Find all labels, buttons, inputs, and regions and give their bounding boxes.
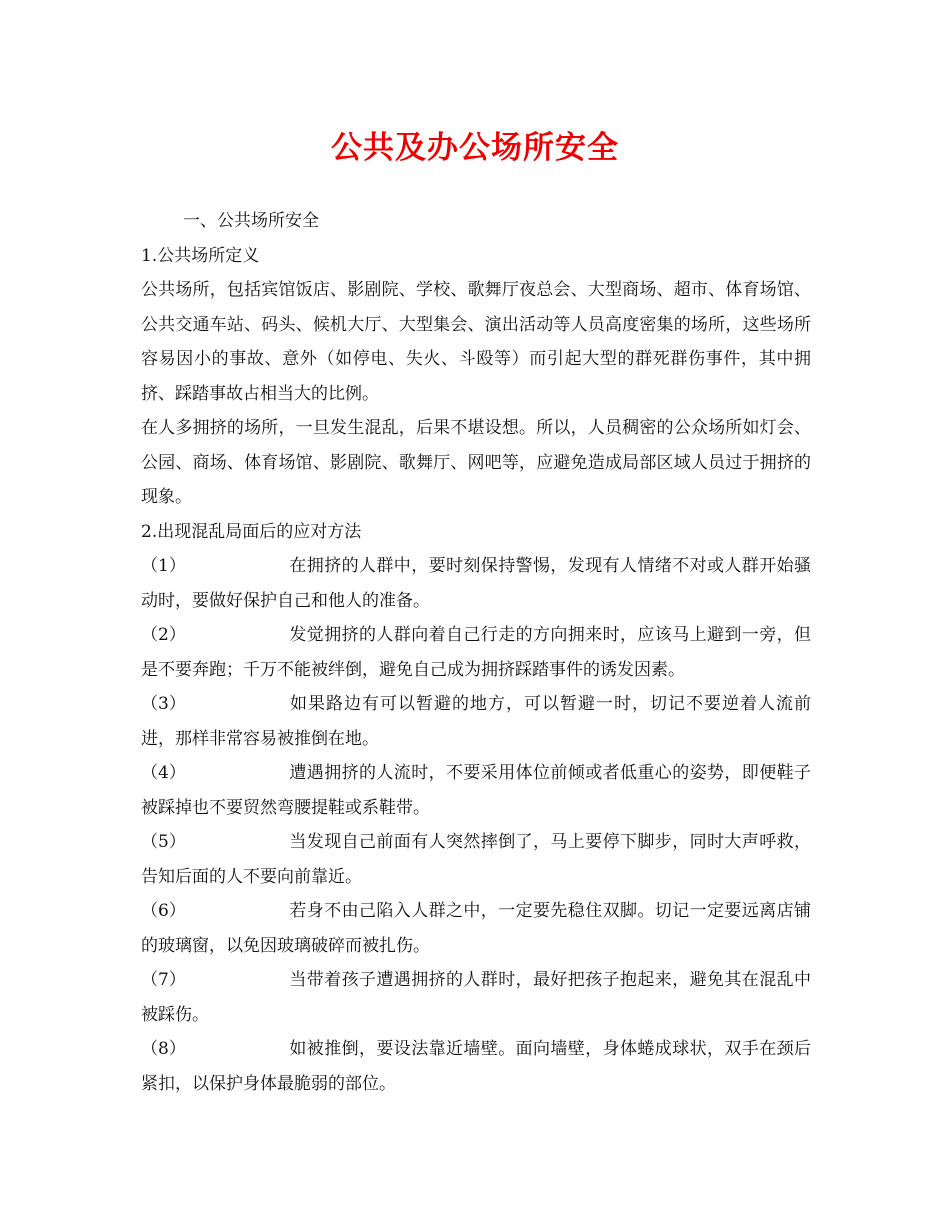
document-body: [141, 204, 811, 1101]
list-item: [141, 1032, 811, 1101]
list-item-text: 如果路边有可以暂避的地方，可以暂避一时，切记不要逆着人流前进，那样非常容易被推倒在地。: [141, 694, 811, 749]
list-item: [141, 894, 811, 963]
list-item: [141, 756, 811, 825]
list-item-number: （7）: [141, 970, 186, 990]
list-item: [141, 825, 811, 894]
list-item-text: 当带着孩子遭遇拥挤的人群时，最好把孩子抱起来，避免其在混乱中被踩伤。: [141, 970, 811, 1025]
list-item-number: （5）: [141, 832, 186, 852]
list-item-text: 若身不由己陷入人群之中，一定要先稳住双脚。切记一定要远离店铺的玻璃窗，以免因玻璃破碎而被扎伤。: [141, 901, 811, 956]
paragraph-crowding: 在人多拥挤的场所，一旦发生混乱，后果不堪设想。所以，人员稠密的公众场所如灯会、公园、商场、体育场馆、影剧院、歌舞厅、网吧等，应避免造成局部区域人员过于拥挤的现象。: [141, 418, 811, 507]
list-item: [141, 618, 811, 687]
list-item-text: 遭遇拥挤的人流时，不要采用体位前倾或者低重心的姿势，即便鞋子被踩掉也不要贸然弯腰提鞋或系鞋带。: [141, 763, 811, 818]
list-item-text: 发觉拥挤的人群向着自己行走的方向拥来时，应该马上避到一旁，但是不要奔跑；千万不能被绊倒，避免自己成为拥挤踩踏事件的诱发因素。: [141, 625, 811, 680]
list-item-text: 如被推倒，要设法靠近墙壁。面向墙壁，身体蜷成球状，双手在颈后紧扣，以保护身体最脆弱的部位。: [141, 1039, 811, 1094]
list-item-text: 在拥挤的人群中，要时刻保持警惕，发现有人情绪不对或人群开始骚动时，要做好保护自己和他人的准备。: [141, 556, 811, 611]
subsection-heading-definition: 1.公共场所定义: [141, 245, 260, 266]
document-title: 公共及办公场所安全: [331, 130, 619, 166]
list-item-number: （4）: [141, 763, 186, 783]
section-heading: 一、公共场所安全: [183, 211, 319, 231]
list-item: [141, 549, 811, 618]
list-item: [141, 687, 811, 756]
list-item: [141, 963, 811, 1032]
list-item-number: （1）: [141, 556, 186, 576]
list-item-number: （2）: [141, 625, 186, 645]
subsection-heading-response: 2.出现混乱局面后的应对方法: [141, 521, 362, 542]
list-item-number: （3）: [141, 694, 186, 714]
paragraph-definition: 公共场所，包括宾馆饭店、影剧院、学校、歌舞厅夜总会、大型商场、超市、体育场馆、公共交通车站、码头、候机大厅、大型集会、演出活动等人员高度密集的场所，这些场所容易因小的事故、意外（如停电、失火、斗殴等）而引起大型的群死群伤事件，其中拥挤、踩踏事故占相当大的比例。: [141, 280, 811, 404]
list-item-text: 当发现自己前面有人突然摔倒了，马上要停下脚步，同时大声呼救，告知后面的人不要向前靠近。: [141, 832, 811, 887]
list-item-number: （6）: [141, 901, 186, 921]
list-item-number: （8）: [141, 1039, 186, 1059]
